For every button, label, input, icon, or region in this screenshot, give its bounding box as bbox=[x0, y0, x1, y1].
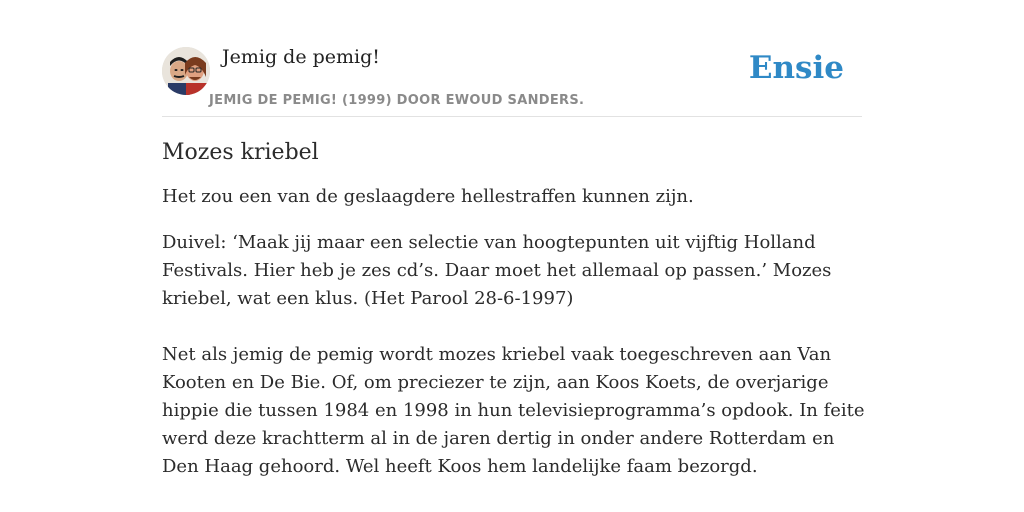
brand-logo[interactable]: Ensie bbox=[748, 50, 844, 86]
entry-title: Mozes kriebel bbox=[162, 140, 319, 165]
book-cover-image bbox=[162, 47, 210, 95]
avatar[interactable] bbox=[162, 47, 210, 95]
book-meta: JEMIG DE PEMIG! (1999) DOOR EWOUD SANDERS. bbox=[209, 93, 585, 108]
book-title[interactable]: Jemig de pemig! bbox=[222, 46, 380, 68]
header bbox=[162, 44, 862, 117]
entry-paragraph: Duivel: ‘Maak jij maar een selectie van hoogtepunten uit vijftig Holland Festivals. Hier heb je zes cd’s. Daar moet het allemaal op passen.’ Mozes kriebel, wat een klus. (Het Parool 28-6-1997) bbox=[162, 232, 832, 309]
entry-paragraph: Het zou een van de geslaagdere hellestraffen kunnen zijn. bbox=[162, 186, 694, 207]
entry-content bbox=[162, 140, 872, 481]
entry-paragraph: Net als jemig de pemig wordt mozes kriebel vaak toegeschreven aan Van Kooten en De Bie. Of, om preciezer te zijn, aan Koos Koets, de overjarige hippie die tussen 1984 en 1998 in hun televisieprogramma’s opdook. In feite werd deze krachtterm al in de jaren dertig in onder andere Rotterdam en Den Haag gehoord. Wel heeft Koos hem landelijke faam bezorgd. bbox=[162, 344, 865, 477]
